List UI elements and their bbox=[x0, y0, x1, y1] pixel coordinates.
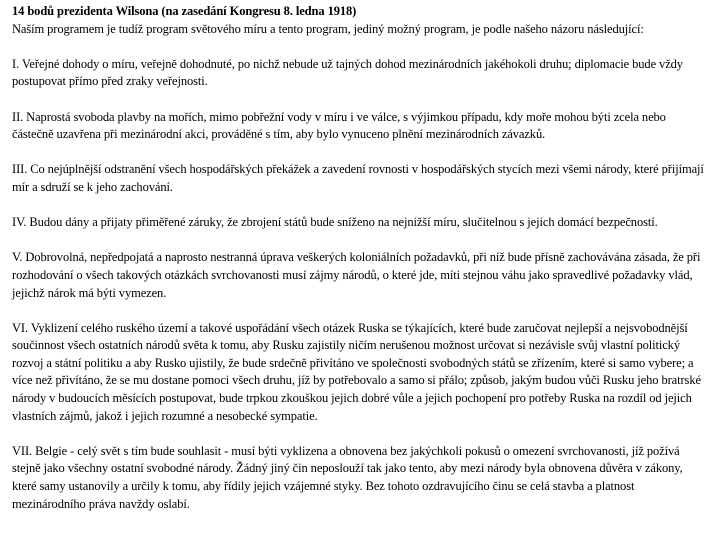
paragraph-spacer bbox=[12, 38, 710, 56]
point-3: III. Co nejúplnější odstranění všech hospodářských překážek a zavedení rovnosti v hospodářských stycích mezi všemi národy, které přijímají mír a sdruží se k jeho zachování. bbox=[12, 162, 704, 194]
point-1: I. Veřejné dohody o míru, veřejně dohodnuté, po nichž nebude už tajných dohod mezinárodních jakéhokoli druhu; diplomacie bude vždy postupovat přímo před zraky veřejnosti. bbox=[12, 56, 683, 89]
document-body bbox=[12, 3, 710, 513]
point-6: VI. Vyklizení celého ruského území a takové uspořádání všech otázek Ruska se týkajících, které bude zaručovat nejlepší a nejsvobodnější součinnost všech ostatních národů světa k tomu, aby Rusku zajistily ničím nerušenou možnost určovat si nezávisle svůj vlastní politický rozvoj a státní politiku a aby Rusko ujistily, že bude srdečně přivítáno ve společnosti svobodných států se zřízením, které si samo vybere; a více než přivítáno, že se mu dostane pomoci všech druhu, jíž by potřebovalo a samo si přálo; způsob, jakým budou vůči Rusku jeho bratrské národy v budoucích měsících postupovat, bude trpkou zkouškou jejich dobré vůle a jejich pochopení pro potřeby Ruska na rozdíl od jejich vlastních zájmů, jakož i jejich rozumné a nesobecké sympatie. bbox=[12, 320, 701, 423]
point-4: IV. Budou dány a přijaty přiměřené záruky, že zbrojení států bude sníženo na nejnižší míru, slučitelnou s jejich domácí bezpečností. bbox=[12, 215, 658, 230]
point-5: V. Dobrovolná, nepředpojatá a naprosto nestranná úprava veškerých koloniálních požadavků, při níž bude přísně zachovávána zásada, že při rozhodování o všech takových otázkách svrchovanosti musí zájmy národů, o které jde, míti stejnou váhu jako spravedlivé požadavky vlád, jejichž nárok má býti vymezen. bbox=[12, 250, 701, 300]
point-7: VII. Belgie - celý svět s tím bude souhlasit - musí býti vyklizena a obnovena bez jakýchkoli pokusů o omezení svrchovanosti, jíž požívá stejně jako všechny ostatní svobodné národy. Žádný jiný čin neposlouží tak jako tento, aby mezi národy byla obnovena důvěra v zákony, které samy ustanovily a určily k tomu, aby řídily jejich vzájemné styky. Bez tohoto ozdravujícího činu se celá stavba a platnost mezinárodního práva navždy oslabí. bbox=[12, 443, 683, 511]
document-title: 14 bodů prezidenta Wilsona (na zasedání Kongresu 8. ledna 1918) bbox=[12, 4, 357, 18]
point-2: II. Naprostá svoboda plavby na mořích, mimo pobřežní vody v míru i ve válce, s výjimkou případu, kdy moře mohou býti zcela nebo částečně uzavřena při mezinárodní akci, prováděné s tím, aby bylo vynuceno plnění mezinárodních závazků. bbox=[12, 109, 666, 142]
intro-paragraph: Naším programem je tudíž program světového míru a tento program, jediný možný program, je podle našeho názoru následující: bbox=[12, 21, 644, 36]
